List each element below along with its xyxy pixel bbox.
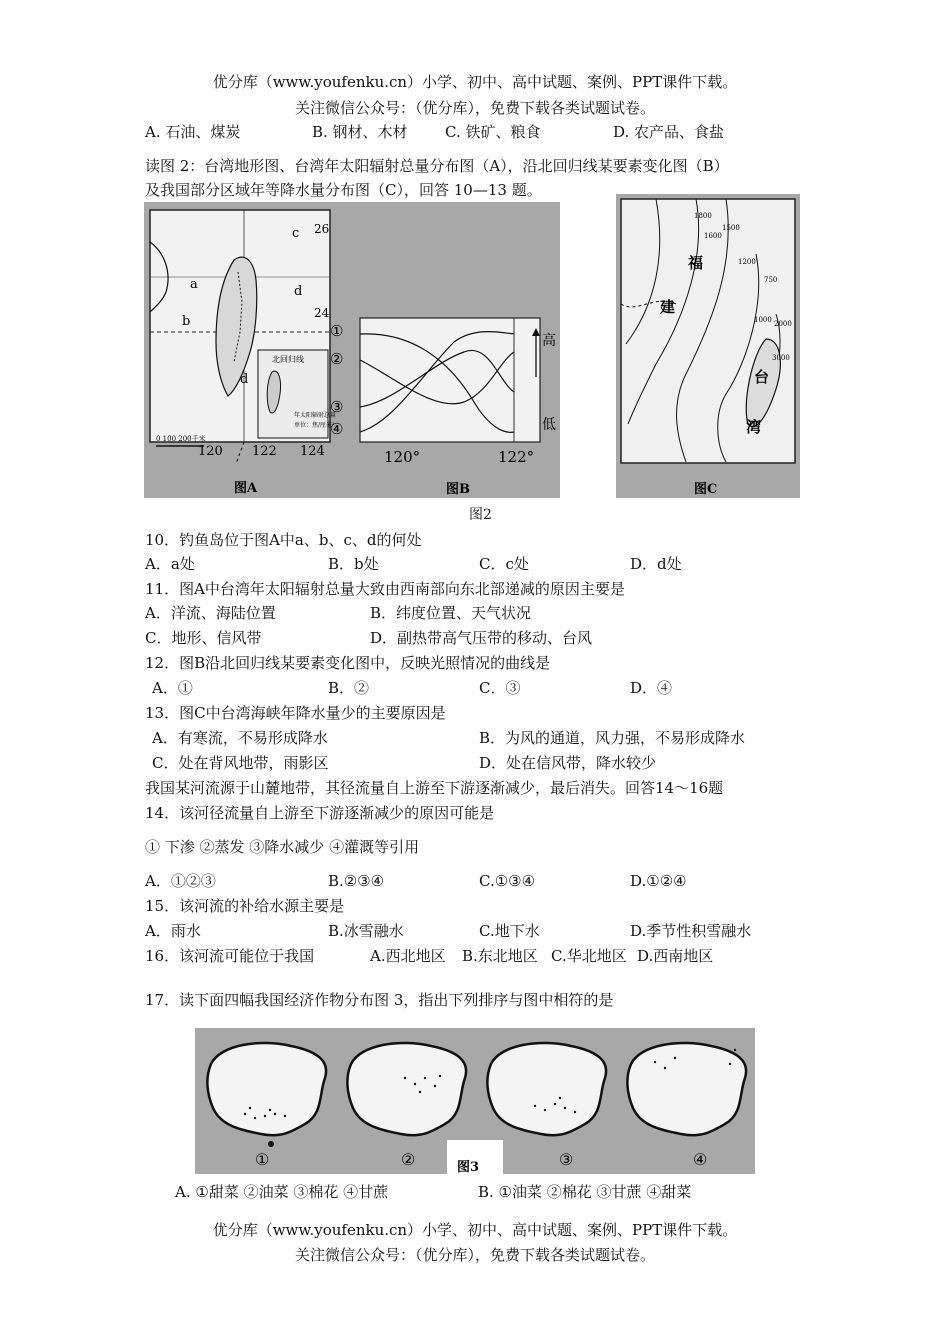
point-c: c <box>292 226 300 241</box>
point-a: a <box>190 277 198 292</box>
q9-option-d: D. 农产品、食盐 <box>613 123 725 141</box>
map-2-shape <box>347 1043 466 1135</box>
panel-b-lon-120: 120° <box>384 448 421 466</box>
q13-option-b: B．为风的通道，风力强，不易形成降水 <box>479 729 746 747</box>
map-4-shape <box>627 1043 746 1135</box>
q15-option-c: C.地下水 <box>479 922 540 940</box>
curve-1-label: ① <box>330 322 344 340</box>
q14-option-a: A．①②③ <box>145 872 216 890</box>
q12-stem: 12．图B沿北回归线某要素变化图中，反映光照情况的曲线是 <box>145 654 551 672</box>
q12-option-a: A．① <box>152 679 193 697</box>
iso-1000: 1000 <box>754 316 772 324</box>
q12-option-c: C．③ <box>479 679 521 697</box>
curve-2-label: ② <box>330 350 344 368</box>
q13-option-c: C．处在背风地带，雨影区 <box>152 754 329 772</box>
curve-4-label: ④ <box>330 420 344 438</box>
q14-option-c: C.①③④ <box>479 872 536 890</box>
panel-b-label: 图B <box>446 482 470 497</box>
map-3-label: ③ <box>559 1150 574 1169</box>
curve-3-label: ③ <box>330 398 344 416</box>
q15-option-b: B.冰雪融水 <box>328 922 404 940</box>
q15-option-d: D.季节性积雪融水 <box>630 922 752 940</box>
q16-option-b: B.东北地区 <box>462 947 538 965</box>
q15-stem: 15．该河流的补给水源主要是 <box>145 897 345 915</box>
axis-low-label: 低 <box>542 417 556 433</box>
label-tai: 台 <box>754 368 770 386</box>
figure-2-c <box>616 194 800 498</box>
map-3-shape <box>487 1043 606 1135</box>
footer-line-2: 关注微信公众号：（优分库），免费下载各类试题试卷。 <box>294 1246 655 1264</box>
q16-option-d: D.西南地区 <box>637 947 714 965</box>
map-4-label: ④ <box>693 1150 708 1169</box>
iso-3000: 3000 <box>772 354 790 362</box>
point-d-south: d <box>240 372 249 387</box>
q11-option-c: C．地形、信风带 <box>145 629 262 647</box>
iso-2000: 2000 <box>774 320 792 328</box>
iso-1200: 1200 <box>738 258 756 266</box>
q9-option-a: A. 石油、煤炭 <box>145 123 241 141</box>
iso-1600: 1600 <box>704 232 722 240</box>
panel-a-lat-24: 24 <box>314 306 330 320</box>
point-d-north: d <box>294 284 303 299</box>
axis-high-label: 高 <box>542 333 556 349</box>
map-1-label: ① <box>255 1150 270 1169</box>
q13-option-d: D．处在信风带，降水较少 <box>479 754 657 772</box>
header-line-2: 关注微信公众号：（优分库），免费下载各类试题试卷。 <box>294 99 655 117</box>
intro-fig2-line-2: 及我国部分区域年等降水量分布图（C），回答 10—13 题。 <box>145 181 542 199</box>
panel-a-lon-122: 122 <box>252 444 277 459</box>
q11-stem: 11．图A中台湾年太阳辐射总量大致由西南部向东北部递减的原因主要是 <box>145 580 625 598</box>
q16-option-c: C.华北地区 <box>551 947 627 965</box>
q14-option-d: D.①②④ <box>630 872 687 890</box>
q16-option-a: A.西北地区 <box>370 947 446 965</box>
figure-3-drawing <box>195 1028 755 1174</box>
panel-b-lon-122: 122° <box>498 448 535 466</box>
figure-3 <box>195 1028 755 1174</box>
q14-option-b: B.②③④ <box>328 872 385 890</box>
inset-unit: 单位：焦/厘米² <box>294 422 335 429</box>
q11-option-b: B．纬度位置、天气状况 <box>370 604 532 622</box>
q17-stem: 17．读下面四幅我国经济作物分布图 3，指出下列排序与图中相符的是 <box>145 991 614 1009</box>
panel-a-lat-26: 26 <box>314 222 330 236</box>
q11-option-d: D．副热带高气压带的移动、台风 <box>370 629 593 647</box>
map-2-label: ② <box>401 1150 416 1169</box>
iso-1500: 1500 <box>722 224 740 232</box>
q12-option-d: D．④ <box>630 679 673 697</box>
q12-option-b: B．② <box>328 679 370 697</box>
q17-option-a: A. ①甜菜 ②油菜 ③棉花 ④甘蔗 <box>175 1183 389 1201</box>
q15-option-a: A．雨水 <box>145 922 201 940</box>
q9-option-c: C. 铁矿、粮食 <box>445 123 541 141</box>
panel-a-label: 图A <box>234 481 258 496</box>
intro-fig2-line-1: 读图 2：台湾地形图、台湾年太阳辐射总量分布图（A），沿北回归线某要素变化图（B） <box>145 157 729 175</box>
figure-3-caption: 图3 <box>457 1160 480 1174</box>
label-jian: 建 <box>660 298 676 316</box>
q14-items: ① 下渗 ②蒸发 ③降水减少 ④灌溉等引用 <box>145 838 420 856</box>
q11-option-a: A．洋流、海陆位置 <box>145 604 276 622</box>
figure-2-caption: 图2 <box>469 507 492 523</box>
inset-title: 北回归线 <box>272 355 304 364</box>
iso-1800: 1800 <box>694 212 712 220</box>
label-fu: 福 <box>688 254 704 272</box>
map-1-shape <box>207 1043 326 1147</box>
header-line-1: 优分库（www.youfenku.cn）小学、初中、高中试题、案例、PPT课件下载。 <box>212 73 738 91</box>
q10-option-b: B．b处 <box>328 555 379 573</box>
iso-750: 750 <box>764 276 778 284</box>
q10-option-a: A．a处 <box>145 555 195 573</box>
q9-option-b: B. 钢材、木材 <box>312 123 408 141</box>
q14-stem: 14．该河径流量自上游至下游逐渐减少的原因可能是 <box>145 804 495 822</box>
label-wan: 湾 <box>746 418 762 436</box>
q13-option-a: A．有寒流，不易形成降水 <box>152 729 328 747</box>
q10-option-c: C．c处 <box>479 555 529 573</box>
q17-option-b: B. ①油菜 ②棉花 ③甘蔗 ④甜菜 <box>478 1183 692 1201</box>
panel-a-lon-120: 120 <box>198 444 223 459</box>
intro-river: 我国某河流源于山麓地带，其径流量自上游至下游逐渐减少，最后消失。回答14～16题 <box>145 779 724 797</box>
footer-line-1: 优分库（www.youfenku.cn）小学、初中、高中试题、案例、PPT课件下载。 <box>212 1221 738 1239</box>
q10-stem: 10．钓鱼岛位于图A中a、b、c、d的何处 <box>145 531 422 549</box>
q13-stem: 13．图C中台湾海峡年降水量少的主要原因是 <box>145 704 446 722</box>
panel-c-label: 图C <box>694 482 718 497</box>
q16-stem: 16．该河流可能位于我国 <box>145 947 315 965</box>
panel-a-lon-124: 124 <box>300 444 325 459</box>
q10-option-d: D．d处 <box>630 555 682 573</box>
point-b: b <box>182 314 191 329</box>
scale-label: 0 100 200千米 <box>156 435 206 443</box>
figure-2-ab <box>144 202 560 498</box>
inset-legend: 年太阳辐射总量 <box>294 412 337 419</box>
